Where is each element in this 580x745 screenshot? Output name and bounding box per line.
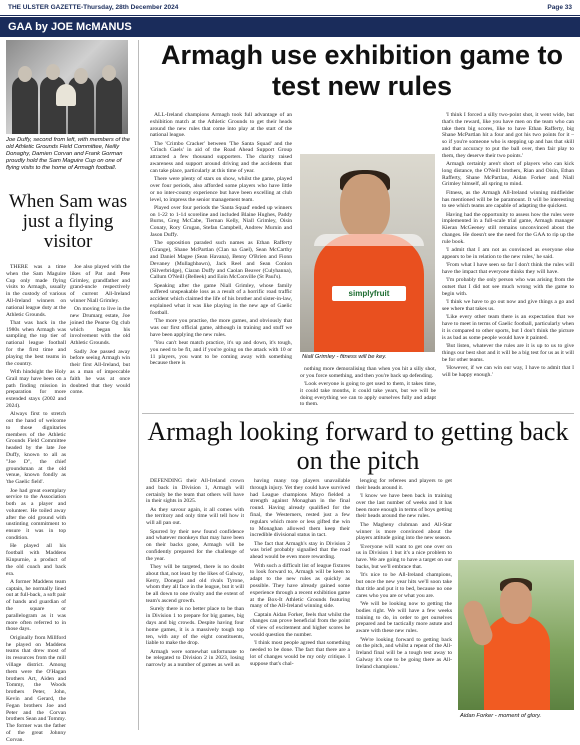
paragraph: 'I think we have to go out now and give things a go and see where that takes us. (442, 299, 574, 313)
paragraph: 'It's nice to be All-Ireland champions, but once the new year hits we'll soon take that title and put it to bed, because no one cares who you are or what you are. (356, 572, 452, 599)
photo-niall-grimley (300, 154, 435, 352)
paragraph: 'I think I forced a silly two-point shot, it went wide, but that's the reward, like you have men on the team who can take them big scores, like to have Ethan Rafferty, big Shane McPartlan hit a four and got his two points for it – so if you're someone who is stepping up and has that skill and that accuracy to put the ball over, then fair play to them, they deserve their two points.' (442, 112, 574, 159)
paragraph: 'Everyone will want to get one over on us in Division 1 but it's a nice problem to have. We are going to have a target on our backs, but we'll embrace that. (356, 543, 452, 571)
paragraph: He played all his football with Maddens Kinpurnie, a product of the old coach and back era. (6, 543, 66, 577)
paragraph: With such a difficult list of league fixtures to look forward to, Armagh will be keen to adapt to the new rules as quickly as possible. They have already gained some experience through a recent exhibition game at the Box-It Athletic Grounds featuring many of the All-Ireland winning side. (250, 562, 350, 610)
page-number: Page 33 (547, 4, 572, 11)
paragraph: DEFENDING their All-Ireland crown and back in Division 1, Armagh will certainly be the team that others will have in their sights in 2025. (146, 478, 244, 505)
story-headline: When Sam was just a flying visitor (8, 191, 128, 252)
paragraph: That was back in the 1980s when Armagh was sampling the top tier of national league football for the first time and playing the best teams in the country. (6, 319, 66, 367)
story-divider (142, 413, 574, 414)
story-column (300, 366, 436, 410)
paragraph: 'But listen, whatever the rules are it is up to us to give things our best shot and it will be a big test for us as it will be for other teams. (442, 343, 574, 363)
page-header (0, 0, 580, 16)
paragraph: Always first to stretch out the hand of welcome to those dignitaries members of the Athletic Grounds Field Committee headed by the late Joe Duffy, known to all as "Joe D", the chief groundsman at the old venue, known fondly as 'the Gaelic field'. (6, 411, 66, 486)
paragraph: As they savour again, it all comes with the territory and only time will tell how it will all pan out. (146, 506, 244, 527)
paragraph: 'However, if we can win our way, I have to admit that I will be happy enough.' (442, 364, 574, 378)
paragraph: 'We're looking forward to getting back on the pitch, and whilst a repeat of the All-Ireland final will be a tough test away to Galway it's one to be going there as All-Ireland champions.' (356, 636, 452, 670)
story-column (250, 478, 350, 730)
paragraph: nothing more demoralising than when you hit a silly shot, or you force something, and then you're back up defending. (300, 366, 436, 379)
paragraph: Fitness, as the Armagh All-Ireland winning midfielder has mentioned will be be paramount. It will be interesting to see which teams are capable of adapting the quickest. (442, 189, 574, 210)
paragraph: Played over four periods the 'Santa Squad' ended up winners on 1-22 to 1-14 scoreline and included Blaine Hughes, Paddy Burns, Greg McCabe, Tiernan Kelly, Niall Grimley, Oisin Conaty, Rory Grugan, Stefan Campbell, Andrew Murnin and Jason Duffy. (150, 204, 292, 239)
column-divider (138, 40, 139, 730)
paragraph: With hindsight the Holy Grail may have been on a path finding mission in preparation for more extended stays (2002 and 2024). (6, 368, 66, 409)
paragraph: 'I know we have been back in training over the last number of weeks and it has been more enough in terms of boys getting their heads around the new rules. (356, 493, 452, 520)
paragraph: The fact that Armagh's stay in Division 2 was brief probably signalled that the road ahead would be even more rewarding. (250, 540, 350, 561)
photo-caption: Niall Grimley - fitness will be key. (302, 354, 387, 360)
paragraph: 'We will be looking now to getting the bodies right. We will have a few weeks training to do, in order to get ourselves prepared and be tactically more astute and aware with these new rules. (356, 601, 452, 635)
paragraph: lenging for referees and players to get their heads around it. (356, 478, 452, 491)
story-column (146, 478, 244, 730)
paragraph: Surely there is no better place to be than in Division 1 to prepare for big games, big days and big crowds. Despite having four home games, it is a massively tough top ten, with any of the eight constituents, liable to make the drop. (146, 606, 244, 647)
story-column (6, 264, 66, 745)
paragraph: Sadly Joe passed away before seeing Armagh win their first All-Ireland, but as a man of impeccable faith he was at once doubted that they would come. (70, 348, 130, 396)
jersey-sponsor-logo: simplyfruit (332, 286, 406, 301)
paragraph: The opposition paraded such names as Ethan Rafferty (Grange), Shane McPartlan (Clan na Gael), Sean McCarthy and Daniel Magee (Sean Havana), Benny O'Brien and Fionn Devaney (Mullaghbawn), Jack Reel and Sean Conlon (Silverbridge), Ciaran Duffy and Caolan Beaver (Culyhanna), Callum O'Neill (Belleek) and Eoin McConville (St Paul's). (150, 240, 292, 281)
paragraph: Having had the opportunity to assess how the rules were implemented in a full-scale trial game, Armagh manager Kieran McGeeney still remains unconvinced about the changes. He doesn't see the need for the GAA to rip up the rule book. (442, 211, 574, 245)
paragraph: The Magheny clubman and All-Star winner is more convinced about the players attitude going into the new season. (356, 521, 452, 542)
paragraph: Spurred by their new found confidence and whatever monkeys that may have been on their backs gone, Armagh will be confidently prepared for the challenge of the year. (146, 528, 244, 562)
paragraph: The 'Crimbo Cracker' between 'The Santa Squad' and the 'Grinch Gaels' in aid of the Road Ahead Support Group attracted a few thousand supporters. The charity raised awareness and support around driving and the accidents that can take place, particularly at this time of year. (150, 140, 292, 174)
masthead: THE ULSTER GAZETTE-Thursday, 28th December 2024 (8, 4, 179, 11)
story-column (356, 478, 452, 730)
story-column (442, 112, 574, 412)
story-column (150, 112, 292, 412)
paragraph: 'Like every other team there is an expectation that we have to meet in terms of Gaelic football, particularly when it is compared to other sports, but I don't think the picture is as bad as some people would have it painted. (442, 314, 574, 341)
paragraph: 'I'm probably the only person who was arising from the outset that I did not see much wrong with the game to begin with. (442, 277, 574, 297)
paragraph: Armagh were somewhat unfortunate to be relegated to Division 2 in 2023, losing narrowly as a number of games as well as (146, 648, 244, 669)
paragraph: 'You can't beat match practice, it's up and down, it's tough, you need to be fit, and if you're going on the attack with 10 or 11 players, you want to be coming away with something because there is (150, 340, 292, 367)
paragraph: 'The more you practise, the more games, and obviously that was our first official game, although in training and stuff we have been applying the new rules. (150, 318, 292, 338)
paragraph: A former Maddens team captain, he normally lined out at full-back, a soft pair of hands and guardian of the square or parallelogram as it was more often referred to in those days. (6, 578, 66, 633)
paragraph: ALL-Ireland champions Armagh took full advantage of an exhibition match at the Athletic Grounds to get their heads around the new rules that come into play at the start of the national league. (150, 112, 292, 139)
section-bar (0, 17, 580, 37)
paragraph: 'I think most people agreed that something needed to be done. The fact that there are a lot of changes would be my only critique. I suppose that's chal- (250, 640, 350, 667)
paragraph: Armagh certainly aren't short of players who can kick long distance, the O'Neill brothers, Rian and Oisin, Ethan Rafferty, Shane McPartlan, Aidan Forker and Niall Grimley himself, all spring to mind. (442, 161, 574, 188)
paragraph: Originally from Millford he played on Maddens teams that drew most of its resources from the mill village district. Among them were the O'Hagan brothers Art, Aiden and Tommy, the Woods brothers Peter, John, Kevin and Gerard, the Fegan brothers Joe and Peter and the Corvan brothers Sean and Tommy. The former was the father of the great Johnny Corvan. (6, 634, 66, 743)
story-headline: Armagh looking forward to getting back on the pitch (147, 417, 569, 475)
paragraph: 'From what I have seen so far I don't think the rules will have the impact that everyone thinks they will have. (442, 262, 574, 276)
paragraph: Captain Aidan Forker, feels that whilst the changes can prove beneficial from the point of view of excitement and higher scores he would question the number. (250, 611, 350, 639)
paragraph: On moving to live in the new Drumarg estate, Joe joined the Pearse Og club which began his involvement with the old Athletic Grounds. (70, 306, 130, 347)
photo-caption: Aidan Forker - moment of glory. (460, 713, 542, 719)
paragraph: Speaking after the game Niall Grimley, whose family suffered unspeakable loss as a result of a horrific road traffic accident which claimed the life of his brother and sister-in-law, explained what it was like playing in the new age of Gaelic football. (150, 282, 292, 316)
paragraph: They will be targeted, there is no doubt about that, not least by the likes of Galway, Kerry, Donegal and old rivals Tyrone, whom they all face in the league, but it will be all down to one rivalry and the extent of team's ascend growth. (146, 564, 244, 605)
story-column (70, 264, 130, 398)
paragraph: Joe had great exemplary service to the Association both as a player and volunteer. He toiled away after the old ground with unstinting commitment to ensure it was in top condition. (6, 487, 66, 542)
paragraph: There were plenty of stars on show, whilst the game, played over four periods, also afforded some players who have little or no inter-county experience but have been excelling at club level, to impress the senior management team. (150, 176, 292, 203)
photo-aidan-forker (458, 560, 574, 710)
photo-sam-maguire-cup (6, 40, 128, 134)
story-headline: Armagh use exhibition game to test new rules (160, 40, 564, 101)
paragraph: having many top players unavailable through injury. Yet they could have survived had League champions Mayo fielded a strength against Monaghan in the final round. Having already qualified for the final, the Westerners, rested just a few regulars which more or less gifted the win to Monaghan allowed them keep their incredible divisional status in tact. (250, 478, 350, 539)
photo-caption: Joe Duffy, second from left, with members of the old Athletic Grounds Field Committee, Neilly Donaghy, Damien Corvan and Frank Gorman proudly hold the Sam Maguire Cup on one of flying visits to the home of Armagh football. (6, 137, 130, 171)
paragraph: Joe also played with the likes of Pat and Pete Grimley, grandfather and grand-uncle respectively of current All-Ireland winner Niall Grimley. (70, 264, 130, 304)
paragraph: 'I admit that I am not as convinced as everyone else appears to be in relation to the new rules,' he said. (442, 247, 574, 260)
section-title: GAA by JOE McMANUS (8, 21, 132, 33)
paragraph: THERE was a time when the Sam Maguire Cup only made flying visits to Armagh, usually in the custody of various All-Ireland winners on national league duty at the Athletic Grounds. (6, 264, 66, 318)
paragraph: 'Look everyone is going to get used to them, it takes time, it could take months, it could take years, but we will be doing everything we can to apply ourselves fully and adapt to them. (300, 381, 436, 408)
